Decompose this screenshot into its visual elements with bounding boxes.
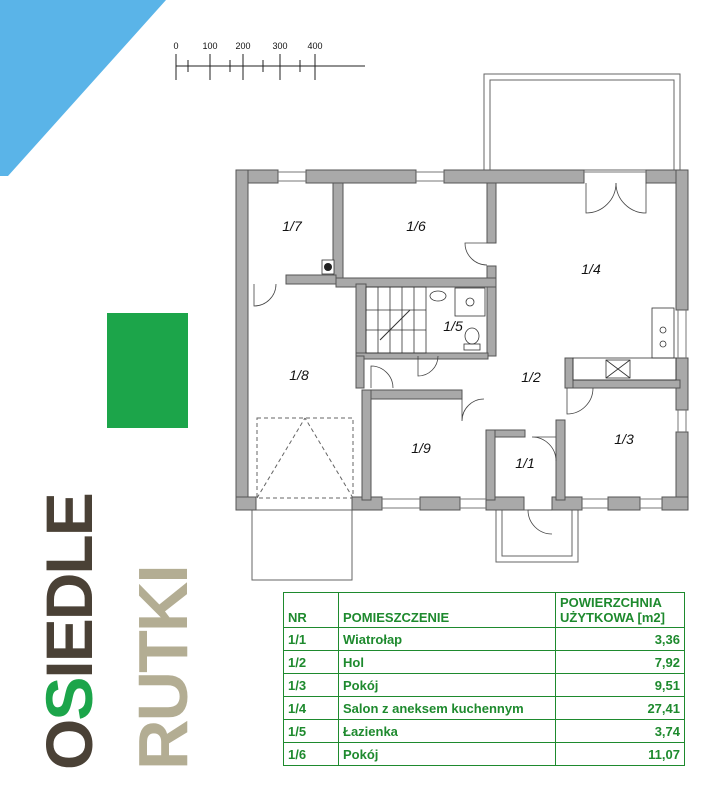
- header-area-line2: UŻYTKOWA [m2]: [560, 610, 665, 625]
- logo-letter-s: S: [32, 678, 106, 721]
- row-nr: 1/3: [284, 674, 339, 697]
- row-name: Pokój: [339, 674, 556, 697]
- kitchen-counter: [573, 308, 676, 380]
- room-label-1-5: 1/5: [443, 318, 463, 334]
- room-label-1-2: 1/2: [521, 369, 541, 385]
- header-name: POMIESZCZENIE: [339, 593, 556, 628]
- scale-tick-label: 400: [307, 41, 323, 51]
- terrace: [484, 74, 680, 170]
- row-nr: 1/1: [284, 628, 339, 651]
- row-area: 9,51: [556, 674, 685, 697]
- garage-door-outline: [257, 418, 353, 498]
- room-label-1-3: 1/3: [614, 431, 634, 447]
- row-name: Hol: [339, 651, 556, 674]
- area-table: [283, 592, 685, 766]
- scale-tick-label: 200: [235, 41, 251, 51]
- row-area: 3,74: [556, 720, 685, 743]
- row-nr: 1/2: [284, 651, 339, 674]
- table-row: [284, 697, 685, 720]
- logo-word-osiedle: [32, 494, 106, 770]
- corner-decoration: [0, 0, 170, 180]
- logo-word-rutki: RUTKI: [124, 566, 202, 770]
- table-row: [284, 743, 685, 766]
- row-area: 11,07: [556, 743, 685, 766]
- row-name: Łazienka: [339, 720, 556, 743]
- floor-plan: [225, 68, 695, 588]
- table-row: [284, 651, 685, 674]
- table-row: [284, 674, 685, 697]
- scale-tick-label: 100: [202, 41, 218, 51]
- walls: [236, 170, 688, 510]
- row-area: 27,41: [556, 697, 685, 720]
- row-area: 7,92: [556, 651, 685, 674]
- row-name: Pokój: [339, 743, 556, 766]
- table-row: [284, 628, 685, 651]
- table-row: [284, 720, 685, 743]
- row-nr: 1/4: [284, 697, 339, 720]
- row-nr: 1/5: [284, 720, 339, 743]
- header-nr: NR: [284, 593, 339, 628]
- room-label-1-9: 1/9: [411, 440, 431, 456]
- header-area-line1: POWIERZCHNIA: [560, 595, 662, 610]
- row-name: Salon z aneksem kuchennym: [339, 697, 556, 720]
- logo-green-square: [107, 313, 188, 428]
- scale-tick-label: 0: [173, 41, 179, 51]
- corner-triangle: [0, 0, 166, 176]
- room-label-1-7: 1/7: [282, 218, 302, 234]
- room-label-1-8: 1/8: [289, 367, 309, 383]
- table-header-row: [284, 593, 685, 628]
- room-label-1-1: 1/1: [515, 455, 535, 471]
- logo-letter-o: O: [32, 720, 106, 770]
- header-area: [556, 593, 685, 628]
- logo-word-rest: IEDLE: [32, 494, 106, 679]
- driveway: [252, 510, 352, 580]
- boiler-icon: [324, 263, 332, 271]
- stairs: [366, 287, 426, 353]
- room-label-1-6: 1/6: [406, 218, 426, 234]
- scale-tick-label: 300: [272, 41, 288, 51]
- room-label-1-4: 1/4: [581, 261, 601, 277]
- row-area: 3,36: [556, 628, 685, 651]
- row-name: Wiatrołap: [339, 628, 556, 651]
- row-nr: 1/6: [284, 743, 339, 766]
- porch: [496, 510, 578, 562]
